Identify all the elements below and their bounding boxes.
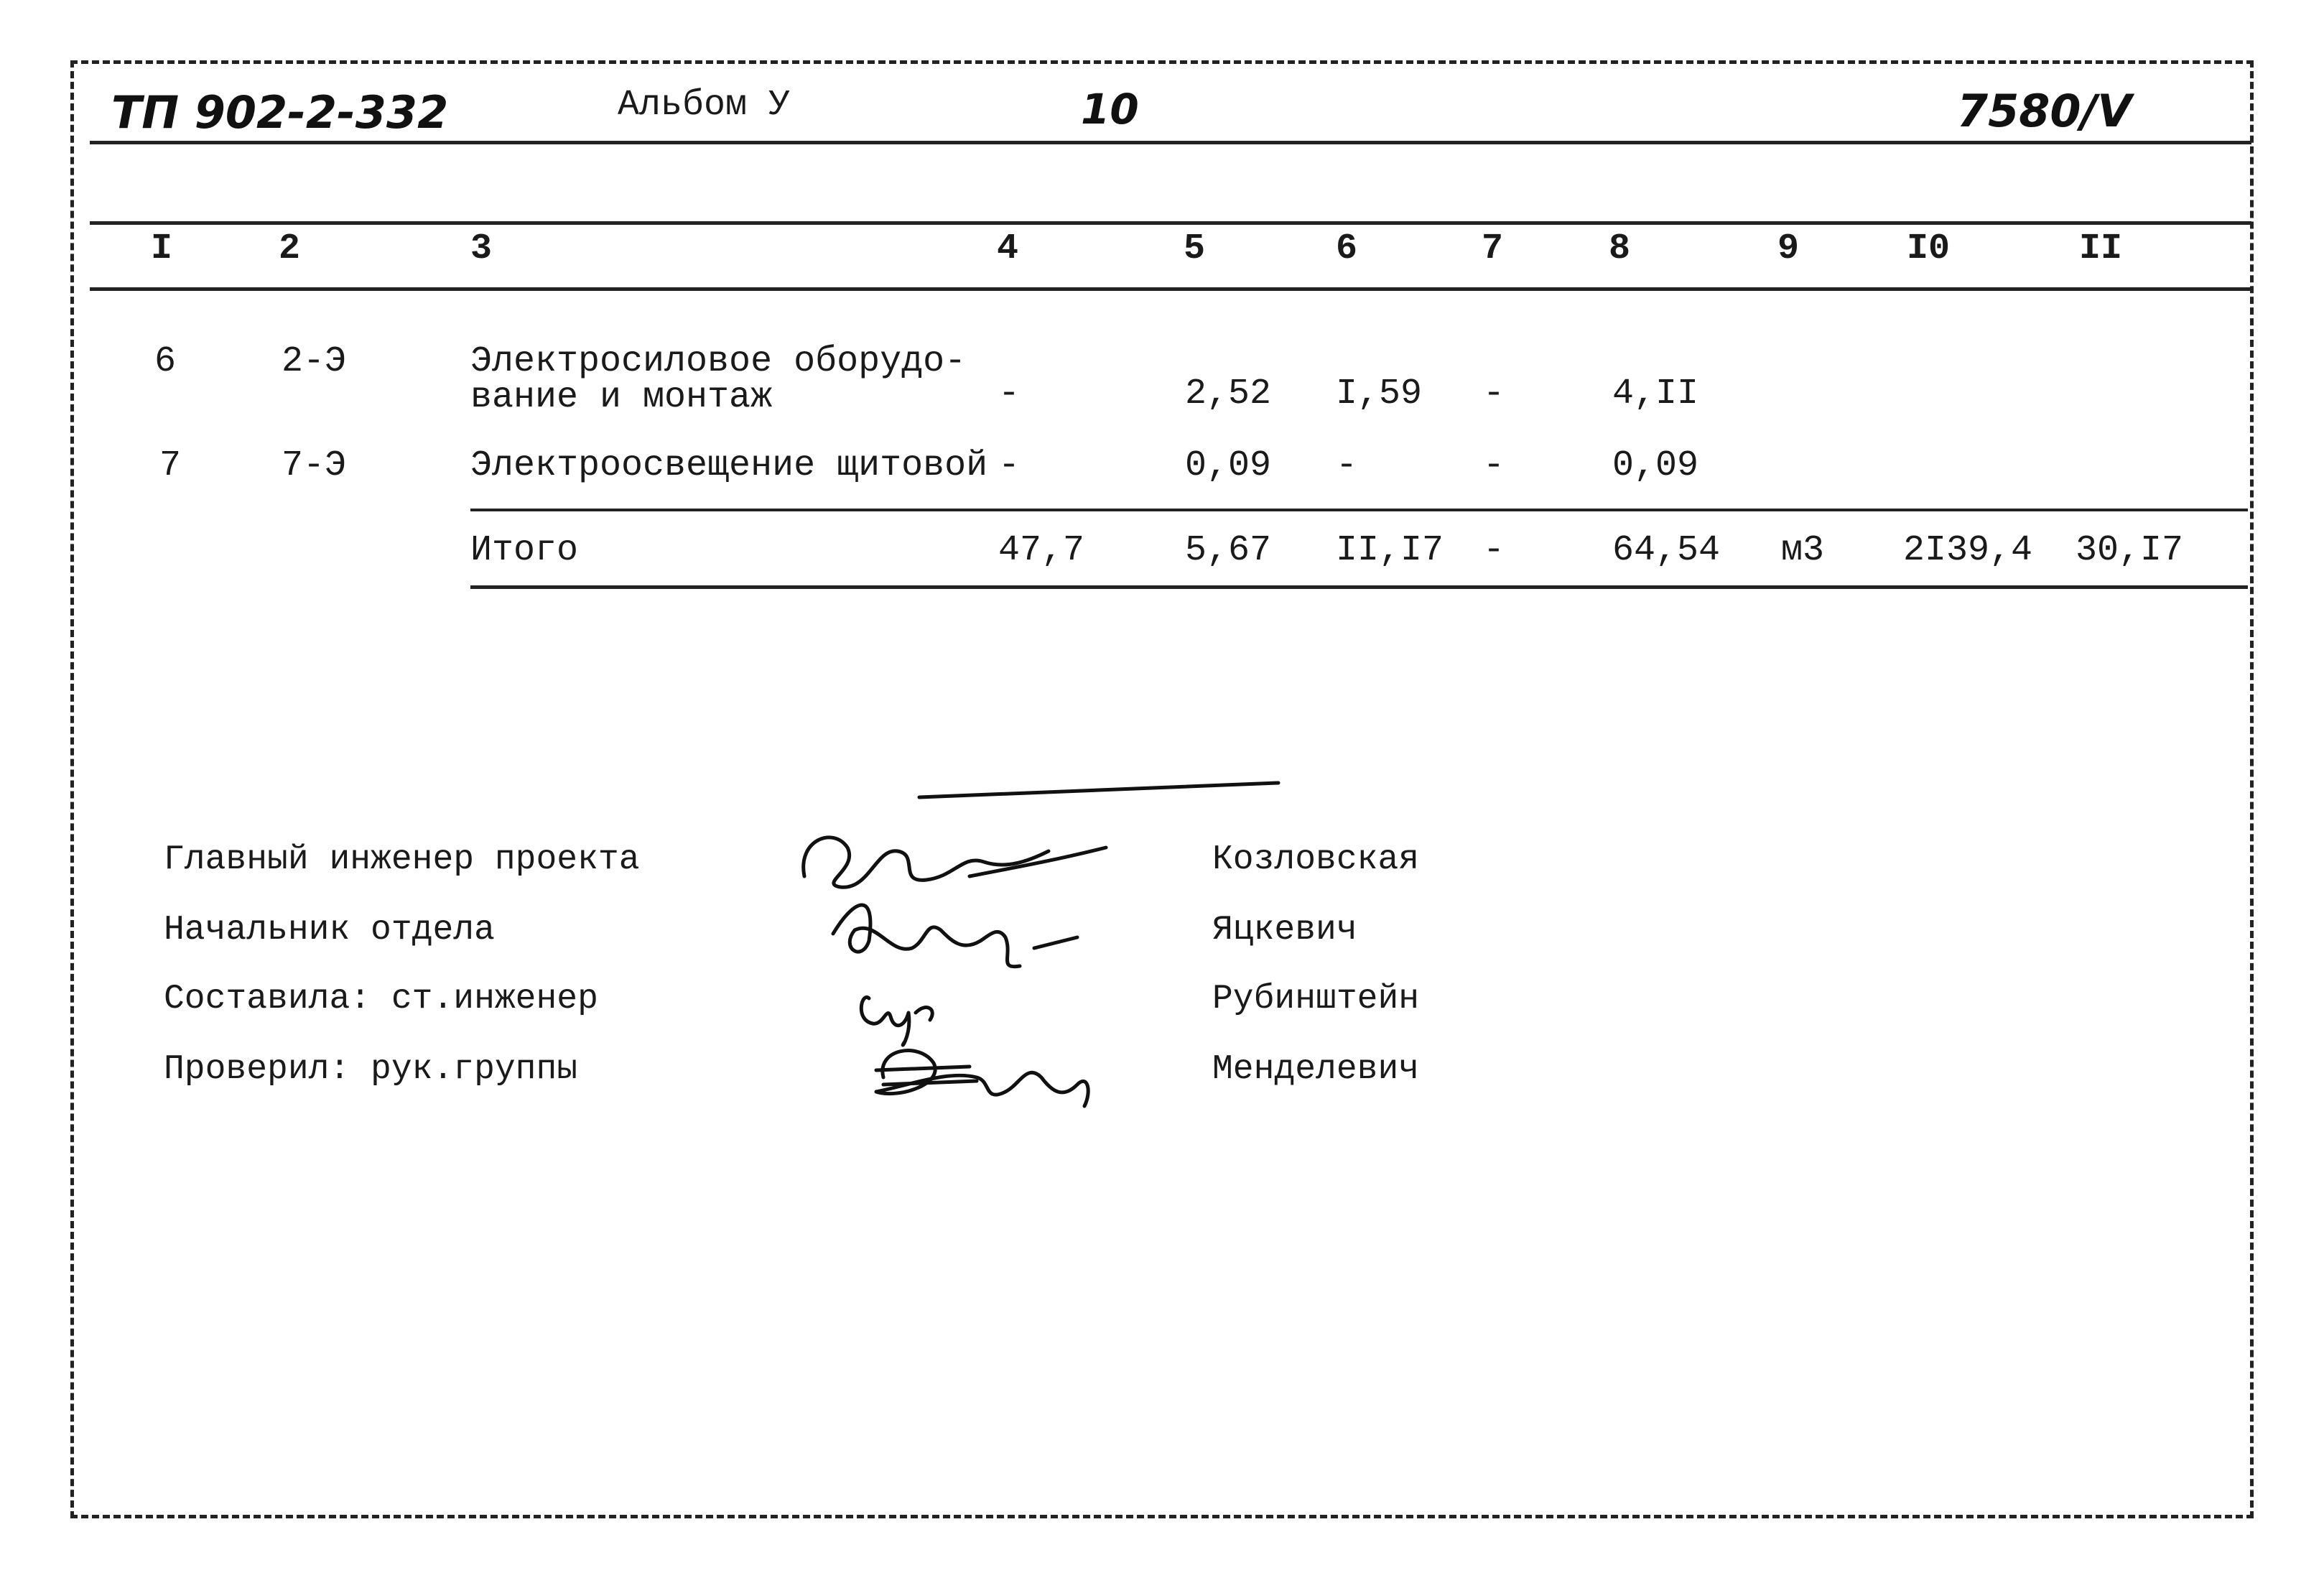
total-col11: 30,I7 [2076,530,2184,571]
column-header-2: 2 [279,228,301,269]
total-col7: - [1483,530,1505,571]
row-number: 7 [159,445,182,486]
total-col9: м3 [1781,530,1825,571]
page-number: 10 [1081,85,1139,134]
row-col6: - [1336,445,1358,486]
row-name-line2: вание и монтаж [470,377,773,418]
signature-stroke-4 [876,1051,1088,1106]
total-col6: II,I7 [1336,530,1444,571]
column-header-5: 5 [1184,228,1206,269]
total-bottom-rule [470,585,2248,589]
signature-role: Начальник отдела [164,911,495,950]
archive-number: 7580/V [1957,85,2132,137]
total-col8: 64,54 [1612,530,1721,571]
row-col7: - [1483,445,1505,486]
row-number: 6 [154,341,177,382]
row-col8: 0,09 [1612,445,1699,486]
signature-stroke-2 [833,905,1077,967]
total-col10: 2I39,4 [1903,530,2033,571]
handwritten-signatures [790,776,1293,1120]
column-header-8: 8 [1609,228,1631,269]
signature-name: Рубинштейн [1212,980,1420,1018]
row-col8: 4,II [1612,373,1699,414]
column-header-9: 9 [1777,228,1800,269]
column-header-3: 3 [470,228,493,269]
row-code: 7-Э [282,445,347,486]
signature-stroke-1 [804,783,1278,887]
row-name-line1: Электросиловое оборудо- [470,341,967,382]
total-col5: 5,67 [1185,530,1272,571]
column-header-7: 7 [1482,228,1504,269]
row-col5: 0,09 [1185,445,1272,486]
table-top-rule [90,221,2251,225]
signature-role: Составила: ст.инженер [164,980,598,1018]
row-code: 2-Э [282,341,347,382]
row-name: Электроосвещение щитовой [470,445,988,486]
column-header-6: 6 [1336,228,1358,269]
column-header-1: I [151,228,173,269]
signature-stroke-3 [861,997,932,1045]
signature-name: Яцкевич [1212,911,1357,950]
row-col5: 2,52 [1185,373,1272,414]
document-code: ТП 902-2-332 [111,86,449,139]
signature-name: Козловская [1212,840,1420,879]
row-col4: - [998,445,1021,486]
column-header-rule [90,287,2251,291]
row-col6: I,59 [1336,373,1423,414]
row-col7: - [1483,373,1505,414]
column-header-4: 4 [997,228,1019,269]
signature-role: Главный инженер проекта [164,840,640,879]
total-top-rule [470,509,2248,511]
signature-role: Проверил: рук.группы [164,1050,578,1089]
album-label: Альбом У [618,85,791,126]
signature-name: Менделевич [1212,1050,1420,1089]
header-rule [90,141,2251,144]
total-col4: 47,7 [998,530,1085,571]
total-label: Итого [470,530,579,571]
row-col4: - [998,373,1021,414]
column-header-10: I0 [1907,228,1951,269]
column-header-11: II [2079,228,2123,269]
